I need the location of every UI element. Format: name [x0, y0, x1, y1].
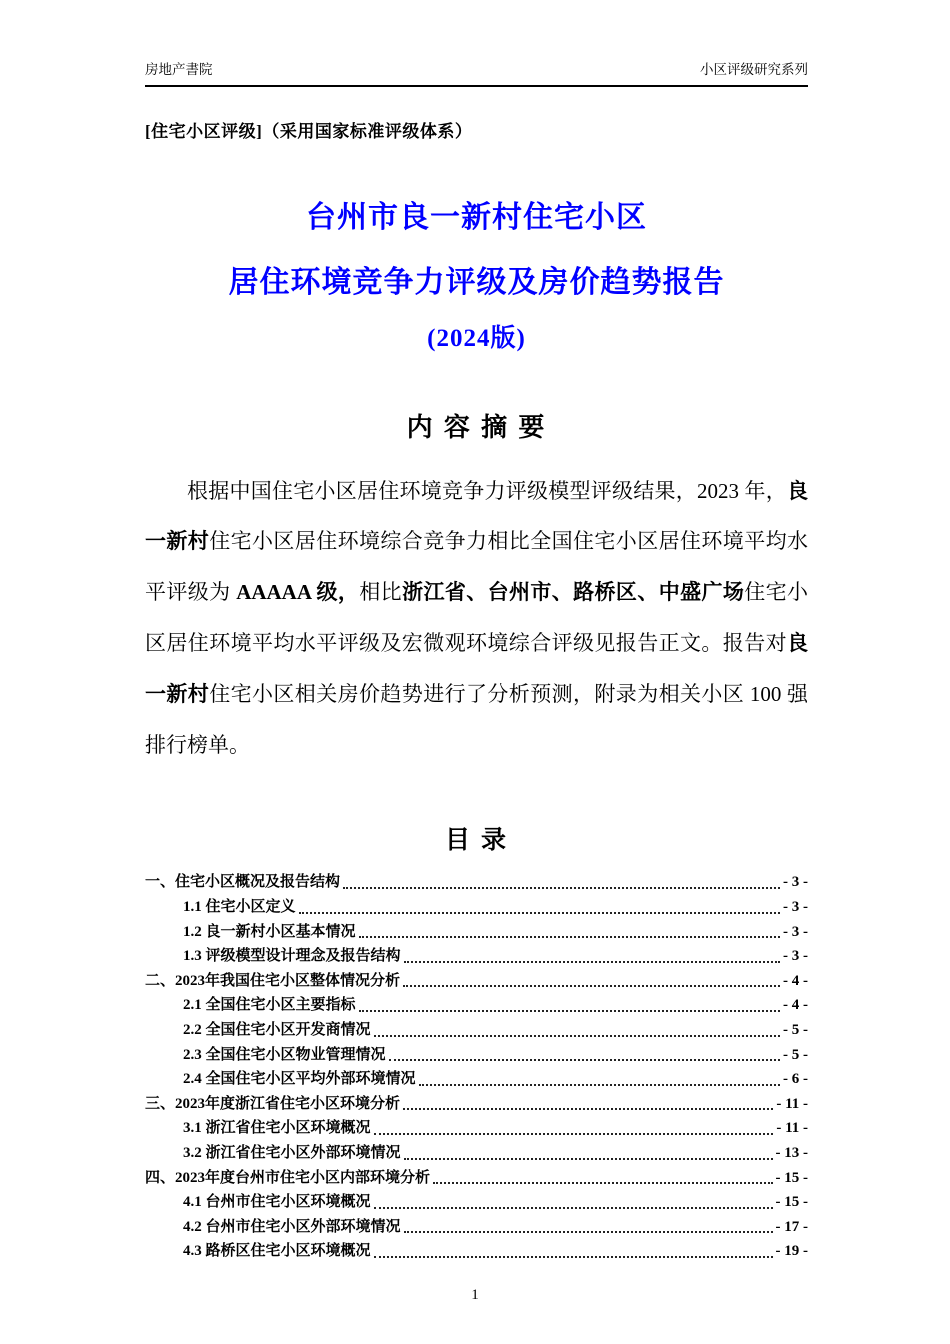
toc-leader-dots — [419, 1084, 780, 1086]
toc-item — [145, 1141, 808, 1166]
toc-page-number: - 4 - — [783, 972, 808, 989]
toc-item-label: 2.2 全国住宅小区开发商情况 — [183, 1021, 371, 1038]
toc-item — [145, 1018, 808, 1043]
toc-page-number: - 3 - — [783, 948, 808, 965]
summary-text: 住宅小区居住环境平均水平评级及宏微观环境综合评级见报告正文。报告对 — [145, 580, 809, 655]
toc-page-number: - 4 - — [783, 997, 808, 1014]
toc-page-number: - 17 - — [775, 1218, 808, 1235]
toc-item-label: 3.1 浙江省住宅小区环境概况 — [183, 1120, 371, 1137]
toc-page-number: - 3 - — [783, 898, 808, 915]
toc-page-number: - 15 - — [775, 1169, 808, 1186]
toc-leader-dots — [404, 1231, 773, 1233]
summary-emphasis-text: 浙江省、台州市、路桥区、中盛广场 — [402, 580, 745, 605]
summary-text: 住宅小区相关房价趋势进行了分析预测，附录为相关小区 100 强排行榜单。 — [145, 681, 809, 757]
summary-paragraph — [145, 466, 808, 771]
toc-item-label: 1.1 住宅小区定义 — [183, 898, 296, 915]
toc-page-number: - 11 - — [776, 1095, 808, 1112]
toc-leader-dots — [374, 1035, 780, 1037]
toc-page-number: - 15 - — [775, 1194, 808, 1211]
report-title-edition: (2024版) — [427, 325, 526, 352]
toc-heading: 目 录 — [445, 826, 508, 855]
toc-item-label: 四、2023年度台州市住宅小区内部环境分析 — [145, 1169, 431, 1186]
toc-item-label: 2.3 全国住宅小区物业管理情况 — [183, 1046, 386, 1063]
toc-item — [145, 1166, 808, 1191]
classification-line: [住宅小区评级]（采用国家标准评级体系） — [145, 122, 473, 141]
header-left-text: 房地产書院 — [145, 62, 213, 77]
toc-item-label: 4.2 台州市住宅小区外部环境情况 — [183, 1218, 401, 1235]
toc-item — [145, 1190, 808, 1215]
report-title-line-2: 居住环境竞争力评级及房价趋势报告 — [228, 265, 725, 299]
toc-page-number: - 3 - — [783, 874, 808, 891]
toc-item — [145, 895, 808, 920]
toc-page-number: - 19 - — [775, 1243, 808, 1260]
toc-leader-dots — [404, 1158, 773, 1160]
toc-item — [145, 969, 808, 994]
toc-item-label: 4.3 路桥区住宅小区环境概况 — [183, 1243, 371, 1260]
toc-item-label: 1.3 评级模型设计理念及报告结构 — [183, 948, 401, 965]
toc-item — [145, 1092, 808, 1117]
toc-item-label: 二、2023年我国住宅小区整体情况分析 — [145, 972, 401, 989]
table-of-contents — [145, 870, 808, 1264]
toc-leader-dots — [343, 887, 780, 889]
toc-item — [145, 1067, 808, 1092]
toc-leader-dots — [359, 936, 780, 938]
toc-item — [145, 870, 808, 895]
summary-emphasis-text: AAAAA 级， — [236, 580, 360, 605]
toc-item — [145, 1239, 808, 1264]
report-title — [145, 186, 808, 363]
header-right-text: 小区评级研究系列 — [700, 62, 808, 77]
toc-item-label: 三、2023年度浙江省住宅小区环境分析 — [145, 1095, 401, 1112]
summary-heading: 内 容 摘 要 — [406, 411, 547, 442]
toc-page-number: - 11 - — [776, 1120, 808, 1137]
toc-item — [145, 1116, 808, 1141]
toc-leader-dots — [359, 1010, 780, 1012]
toc-leader-dots — [374, 1256, 773, 1258]
summary-emphasis-text: 良一新村 — [145, 478, 808, 554]
report-title-line-1: 台州市良一新村住宅小区 — [306, 201, 647, 234]
toc-leader-dots — [404, 961, 780, 963]
summary-text: 住宅小区居住环境综合竞争力相比全国住宅小区居住环境平均水平评级为 — [145, 529, 809, 605]
toc-leader-dots — [403, 1108, 773, 1110]
toc-page-number: - 3 - — [783, 923, 808, 940]
toc-item — [145, 1215, 808, 1240]
toc-leader-dots — [433, 1182, 772, 1184]
page-footer — [0, 1287, 950, 1304]
page-header — [145, 58, 808, 87]
toc-leader-dots — [374, 1133, 774, 1135]
toc-item — [145, 944, 808, 969]
toc-item — [145, 1043, 808, 1068]
toc-item — [145, 993, 808, 1018]
toc-leader-dots — [374, 1207, 773, 1209]
toc-item-label: 4.1 台州市住宅小区环境概况 — [183, 1194, 371, 1211]
summary-emphasis-text: 良一新村 — [145, 630, 808, 706]
toc-leader-dots — [299, 912, 780, 914]
toc-leader-dots — [389, 1059, 780, 1061]
toc-item-label: 2.1 全国住宅小区主要指标 — [183, 997, 356, 1014]
summary-text: 根据中国住宅小区居住环境竞争力评级模型评级结果，2023 年， — [187, 478, 787, 503]
toc-item-label: 3.2 浙江省住宅小区外部环境情况 — [183, 1144, 401, 1161]
toc-page-number: - 6 - — [783, 1071, 808, 1088]
toc-item-label: 1.2 良一新村小区基本情况 — [183, 923, 356, 940]
toc-page-number: - 13 - — [775, 1144, 808, 1161]
toc-page-number: - 5 - — [783, 1021, 808, 1038]
toc-page-number: - 5 - — [783, 1046, 808, 1063]
toc-item-label: 2.4 全国住宅小区平均外部环境情况 — [183, 1071, 416, 1088]
summary-text: 相比 — [359, 580, 403, 605]
toc-item — [145, 920, 808, 945]
toc-item-label: 一、住宅小区概况及报告结构 — [145, 874, 341, 891]
page-number: 1 — [471, 1287, 479, 1303]
toc-leader-dots — [403, 985, 780, 987]
